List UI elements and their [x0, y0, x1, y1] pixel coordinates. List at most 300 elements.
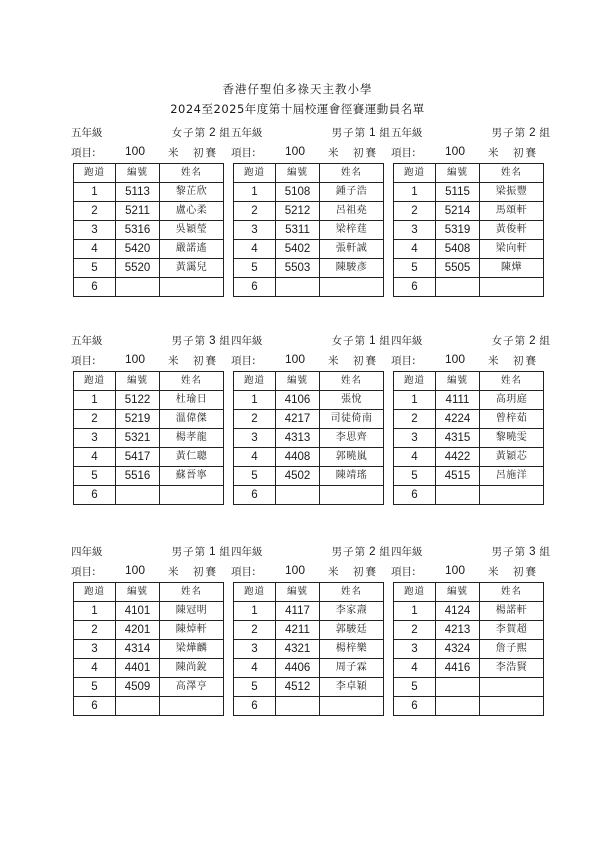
- group-number: 3: [209, 335, 217, 347]
- table-header-row: [74, 372, 224, 391]
- table-row: [394, 602, 544, 621]
- event-round: 初賽: [513, 566, 538, 578]
- group-header: [391, 125, 551, 139]
- lane-cell: 3: [394, 640, 436, 659]
- lane-table: [393, 163, 544, 297]
- name-cell: 盧心柔: [160, 202, 224, 221]
- table-row: [234, 259, 384, 278]
- event-distance: 100: [285, 352, 306, 366]
- table-row: [74, 448, 224, 467]
- heat-group: [231, 544, 391, 716]
- lane-cell: 5: [74, 678, 116, 697]
- table-row: [74, 621, 224, 640]
- event-line: [393, 563, 543, 579]
- id-cell: 5505: [436, 259, 480, 278]
- header-id: 編號: [436, 583, 480, 602]
- table-row: [74, 697, 224, 716]
- group-header: [71, 125, 231, 139]
- group-header: [231, 333, 391, 347]
- id-cell: 5108: [276, 183, 320, 202]
- table-row: [234, 202, 384, 221]
- lane-cell: 4: [234, 448, 276, 467]
- lane-cell: 1: [234, 602, 276, 621]
- id-cell: 5316: [116, 221, 160, 240]
- heat-group: [231, 125, 391, 297]
- event-distance: 100: [125, 563, 146, 577]
- id-cell: [116, 486, 160, 505]
- header-id: 編號: [116, 164, 160, 183]
- table-row: [234, 240, 384, 259]
- id-cell: 4406: [276, 659, 320, 678]
- header-name: 姓名: [320, 164, 384, 183]
- id-cell: 4117: [276, 602, 320, 621]
- event-round: 初賽: [193, 147, 218, 159]
- event-round: 初賽: [513, 355, 538, 367]
- event-round: 初賽: [193, 355, 218, 367]
- event-unit: 米: [328, 147, 339, 159]
- name-cell: 郭曉嵐: [320, 448, 384, 467]
- group-header: [71, 333, 231, 347]
- table-row: [394, 391, 544, 410]
- name-cell: [480, 697, 544, 716]
- id-cell: 4324: [436, 640, 480, 659]
- id-cell: [276, 697, 320, 716]
- table-row: [234, 486, 384, 505]
- id-cell: 4502: [276, 467, 320, 486]
- table-row: [74, 467, 224, 486]
- event-round: 初賽: [193, 566, 218, 578]
- table-row: [394, 183, 544, 202]
- group-header: [231, 125, 391, 139]
- grade-label: 四年級: [231, 546, 263, 558]
- table-row: [74, 221, 224, 240]
- id-cell: 4401: [116, 659, 160, 678]
- id-cell: 5516: [116, 467, 160, 486]
- lane-table: [233, 582, 384, 716]
- name-cell: [480, 678, 544, 697]
- table-row: [394, 697, 544, 716]
- name-cell: 李家燾: [320, 602, 384, 621]
- header-lane: 跑道: [74, 372, 116, 391]
- name-cell: [160, 486, 224, 505]
- lane-cell: 4: [394, 240, 436, 259]
- id-cell: 4201: [116, 621, 160, 640]
- id-cell: 4224: [436, 410, 480, 429]
- lane-cell: 1: [74, 391, 116, 410]
- lane-cell: 4: [394, 659, 436, 678]
- name-cell: 嚴諾遙: [160, 240, 224, 259]
- id-cell: 5214: [436, 202, 480, 221]
- id-cell: 4422: [436, 448, 480, 467]
- lane-table: [73, 163, 224, 297]
- event-line: [393, 352, 543, 368]
- header-lane: 跑道: [234, 372, 276, 391]
- id-cell: 5219: [116, 410, 160, 429]
- table-header-row: [394, 372, 544, 391]
- heat-group: [71, 544, 231, 716]
- lane-cell: 5: [234, 259, 276, 278]
- grade-label: 四年級: [391, 335, 423, 347]
- table-row: [394, 259, 544, 278]
- table-row: [234, 391, 384, 410]
- name-cell: 詹子熙: [480, 640, 544, 659]
- id-cell: 4321: [276, 640, 320, 659]
- event-line: [393, 144, 543, 160]
- name-cell: 郭駿廷: [320, 621, 384, 640]
- table-row: [74, 640, 224, 659]
- group-label: 男子第: [331, 127, 367, 139]
- id-cell: [276, 278, 320, 297]
- name-cell: 陳靖瑤: [320, 467, 384, 486]
- lane-cell: 3: [74, 221, 116, 240]
- group-label: 男子第: [171, 335, 207, 347]
- event-line: [233, 144, 383, 160]
- grade-label: 五年級: [71, 335, 103, 347]
- event-unit: 米: [328, 566, 339, 578]
- group-name: [172, 544, 231, 559]
- id-cell: 5113: [116, 183, 160, 202]
- group-label: 男子第: [171, 546, 207, 558]
- header-id: 編號: [436, 372, 480, 391]
- table-row: [74, 410, 224, 429]
- table-row: [234, 640, 384, 659]
- event-distance: 100: [445, 352, 466, 366]
- table-row: [394, 240, 544, 259]
- table-header-row: [394, 583, 544, 602]
- id-cell: 5211: [116, 202, 160, 221]
- table-row: [234, 410, 384, 429]
- lane-cell: 3: [234, 221, 276, 240]
- table-row: [74, 678, 224, 697]
- event-label: 項目:: [231, 355, 256, 367]
- name-cell: 鍾子浩: [320, 183, 384, 202]
- table-row: [234, 678, 384, 697]
- id-cell: 5520: [116, 259, 160, 278]
- name-cell: 李卓穎: [320, 678, 384, 697]
- name-cell: 楊諾軒: [480, 602, 544, 621]
- name-cell: 呂祖堯: [320, 202, 384, 221]
- header-name: 姓名: [480, 583, 544, 602]
- id-cell: 4515: [436, 467, 480, 486]
- heat-group: [391, 333, 551, 505]
- lane-cell: 4: [394, 448, 436, 467]
- lane-table: [393, 582, 544, 716]
- id-cell: 5503: [276, 259, 320, 278]
- lane-cell: 5: [74, 467, 116, 486]
- event-label: 項目:: [231, 147, 256, 159]
- group-suffix: 組: [379, 127, 391, 139]
- name-cell: 陳尚銳: [160, 659, 224, 678]
- name-cell: [320, 697, 384, 716]
- lane-cell: 4: [74, 659, 116, 678]
- id-cell: 4408: [276, 448, 320, 467]
- id-cell: 5321: [116, 429, 160, 448]
- lane-cell: 6: [74, 278, 116, 297]
- lane-cell: 4: [74, 240, 116, 259]
- name-cell: 梁燁麟: [160, 640, 224, 659]
- name-cell: 楊梓樂: [320, 640, 384, 659]
- lane-table: [393, 371, 544, 505]
- event-line: [73, 144, 223, 160]
- lane-cell: 5: [394, 259, 436, 278]
- group-suffix: 組: [539, 335, 551, 347]
- name-cell: 司徒倚南: [320, 410, 384, 429]
- lane-cell: 3: [394, 429, 436, 448]
- id-cell: [116, 278, 160, 297]
- lane-cell: 2: [394, 202, 436, 221]
- grade-label: 四年級: [231, 335, 263, 347]
- table-row: [394, 429, 544, 448]
- name-cell: 陳燁: [480, 259, 544, 278]
- header-name: 姓名: [320, 583, 384, 602]
- name-cell: [320, 486, 384, 505]
- name-cell: 梁向軒: [480, 240, 544, 259]
- group-number: 2: [529, 335, 537, 347]
- event-unit: 米: [328, 355, 339, 367]
- id-cell: 5417: [116, 448, 160, 467]
- name-cell: 黎芷欣: [160, 183, 224, 202]
- id-cell: 5402: [276, 240, 320, 259]
- group-name: [332, 544, 391, 559]
- id-cell: 4211: [276, 621, 320, 640]
- group-header: [391, 544, 551, 558]
- event-distance: 100: [125, 144, 146, 158]
- group-name: [492, 544, 551, 559]
- id-cell: 4313: [276, 429, 320, 448]
- header-name: 姓名: [160, 164, 224, 183]
- lane-cell: 4: [234, 659, 276, 678]
- header-id: 編號: [116, 583, 160, 602]
- table-row: [234, 448, 384, 467]
- group-number: 3: [529, 546, 537, 558]
- name-cell: 高玥庭: [480, 391, 544, 410]
- header-lane: 跑道: [394, 372, 436, 391]
- lane-cell: 2: [394, 621, 436, 640]
- name-cell: 馬頌軒: [480, 202, 544, 221]
- group-label: 女子第: [491, 335, 527, 347]
- group-header: [391, 333, 551, 347]
- id-cell: 4512: [276, 678, 320, 697]
- event-round: 初賽: [513, 147, 538, 159]
- lane-cell: 2: [74, 202, 116, 221]
- lane-cell: 2: [234, 410, 276, 429]
- table-row: [394, 467, 544, 486]
- group-number: 1: [209, 546, 217, 558]
- table-row: [394, 678, 544, 697]
- name-cell: 周子霖: [320, 659, 384, 678]
- id-cell: 5311: [276, 221, 320, 240]
- name-cell: 吳穎瑩: [160, 221, 224, 240]
- group-label: 男子第: [491, 127, 527, 139]
- lane-cell: 3: [234, 640, 276, 659]
- group-name: [332, 333, 391, 348]
- event-label: 項目:: [71, 566, 96, 578]
- name-cell: 梁振豐: [480, 183, 544, 202]
- table-row: [74, 391, 224, 410]
- table-row: [234, 429, 384, 448]
- name-cell: 梁梓莛: [320, 221, 384, 240]
- lane-cell: 1: [234, 183, 276, 202]
- group-suffix: 組: [379, 335, 391, 347]
- id-cell: [116, 697, 160, 716]
- name-cell: 杜瑜日: [160, 391, 224, 410]
- header-lane: 跑道: [234, 164, 276, 183]
- name-cell: 李思齊: [320, 429, 384, 448]
- table-header-row: [234, 164, 384, 183]
- name-cell: 黃俊軒: [480, 221, 544, 240]
- table-header-row: [394, 164, 544, 183]
- table-row: [394, 659, 544, 678]
- event-line: [73, 352, 223, 368]
- lane-cell: 6: [74, 486, 116, 505]
- table-row: [394, 410, 544, 429]
- heat-group: [71, 333, 231, 505]
- lane-cell: 1: [234, 391, 276, 410]
- table-row: [234, 697, 384, 716]
- table-header-row: [234, 372, 384, 391]
- id-cell: 4101: [116, 602, 160, 621]
- id-cell: 5319: [436, 221, 480, 240]
- header-id: 編號: [436, 164, 480, 183]
- header-name: 姓名: [160, 372, 224, 391]
- table-row: [74, 202, 224, 221]
- header-name: 姓名: [320, 372, 384, 391]
- event-round: 初賽: [353, 147, 378, 159]
- lane-cell: 1: [394, 391, 436, 410]
- lane-cell: 5: [234, 678, 276, 697]
- table-row: [394, 221, 544, 240]
- event-label: 項目:: [71, 355, 96, 367]
- group-name: [492, 125, 551, 140]
- lane-table: [73, 371, 224, 505]
- school-name: 香港仔聖伯多祿天主教小學: [222, 82, 373, 96]
- name-cell: [160, 278, 224, 297]
- group-suffix: 組: [219, 335, 231, 347]
- event-label: 項目:: [71, 147, 96, 159]
- group-label: 女子第: [331, 335, 367, 347]
- document-title: 2024至2025年度第十屆校運會徑賽運動員名單: [170, 102, 425, 116]
- group-name: [492, 333, 551, 348]
- id-cell: 5408: [436, 240, 480, 259]
- lane-cell: 4: [234, 240, 276, 259]
- group-number: 2: [369, 546, 377, 558]
- table-row: [234, 183, 384, 202]
- table-row: [394, 486, 544, 505]
- event-line: [233, 563, 383, 579]
- table-row: [74, 486, 224, 505]
- lane-cell: 3: [74, 640, 116, 659]
- lane-cell: 6: [394, 278, 436, 297]
- group-number: 1: [369, 127, 377, 139]
- table-header-row: [234, 583, 384, 602]
- grade-label: 四年級: [391, 546, 423, 558]
- id-cell: 4314: [116, 640, 160, 659]
- name-cell: [480, 486, 544, 505]
- group-number: 2: [529, 127, 537, 139]
- name-cell: 黃穎芯: [480, 448, 544, 467]
- name-cell: 張軒誠: [320, 240, 384, 259]
- table-row: [394, 621, 544, 640]
- event-unit: 米: [488, 566, 499, 578]
- table-row: [234, 278, 384, 297]
- name-cell: 陳焯軒: [160, 621, 224, 640]
- lane-cell: 2: [394, 410, 436, 429]
- table-row: [394, 448, 544, 467]
- lane-cell: 6: [234, 486, 276, 505]
- id-cell: 4124: [436, 602, 480, 621]
- id-cell: 4509: [116, 678, 160, 697]
- id-cell: 4416: [436, 659, 480, 678]
- name-cell: [480, 278, 544, 297]
- header-name: 姓名: [480, 164, 544, 183]
- group-number: 2: [209, 127, 217, 139]
- heat-group: [71, 125, 231, 297]
- id-cell: [436, 486, 480, 505]
- table-header-row: [74, 583, 224, 602]
- event-distance: 100: [445, 144, 466, 158]
- group-name: [172, 125, 231, 140]
- event-distance: 100: [125, 352, 146, 366]
- name-cell: 溫偉傑: [160, 410, 224, 429]
- group-suffix: 組: [219, 127, 231, 139]
- lane-cell: 6: [394, 697, 436, 716]
- event-unit: 米: [488, 355, 499, 367]
- id-cell: [436, 697, 480, 716]
- table-row: [394, 278, 544, 297]
- event-label: 項目:: [391, 147, 416, 159]
- group-suffix: 組: [539, 546, 551, 558]
- table-row: [234, 467, 384, 486]
- id-cell: 5420: [116, 240, 160, 259]
- lane-cell: 5: [394, 467, 436, 486]
- heat-group: [391, 544, 551, 716]
- id-cell: 5122: [116, 391, 160, 410]
- id-cell: [436, 278, 480, 297]
- table-row: [74, 259, 224, 278]
- table-row: [74, 429, 224, 448]
- name-cell: 楊孝龍: [160, 429, 224, 448]
- lane-table: [233, 371, 384, 505]
- header-lane: 跑道: [74, 164, 116, 183]
- id-cell: 4315: [436, 429, 480, 448]
- id-cell: 4111: [436, 391, 480, 410]
- header-id: 編號: [116, 372, 160, 391]
- name-cell: [160, 697, 224, 716]
- event-label: 項目:: [391, 566, 416, 578]
- grade-label: 五年級: [231, 127, 263, 139]
- id-cell: [436, 678, 480, 697]
- table-row: [74, 659, 224, 678]
- event-distance: 100: [285, 563, 306, 577]
- group-label: 男子第: [491, 546, 527, 558]
- lane-cell: 2: [74, 410, 116, 429]
- name-cell: 黃靄兒: [160, 259, 224, 278]
- name-cell: 黃仁聰: [160, 448, 224, 467]
- header-lane: 跑道: [234, 583, 276, 602]
- table-row: [394, 640, 544, 659]
- group-number: 1: [369, 335, 377, 347]
- name-cell: 高澤亨: [160, 678, 224, 697]
- table-row: [234, 659, 384, 678]
- event-distance: 100: [285, 144, 306, 158]
- lane-cell: 6: [394, 486, 436, 505]
- event-round: 初賽: [353, 355, 378, 367]
- event-unit: 米: [168, 355, 179, 367]
- header-name: 姓名: [160, 583, 224, 602]
- event-label: 項目:: [391, 355, 416, 367]
- lane-cell: 3: [234, 429, 276, 448]
- table-header-row: [74, 164, 224, 183]
